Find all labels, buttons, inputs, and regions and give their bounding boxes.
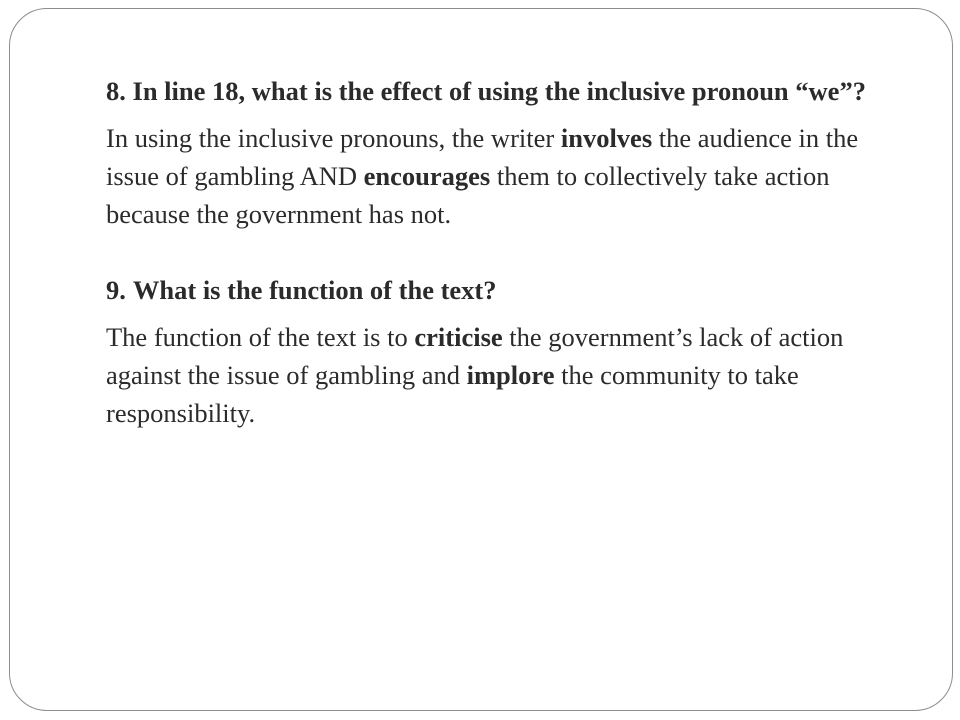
question-9-number: 9. [106,275,126,305]
question-8 [106,72,886,110]
slide-content [106,72,886,432]
question-9-text: What is the function of the text? [132,275,497,305]
answer-9-text-1: The function of the text is to [106,322,415,352]
answer-8 [106,119,886,233]
answer-8-text-1: In using the inclusive pronouns, the writer [106,123,561,153]
answer-8-keyword-involves: involves [560,123,653,153]
answer-8-text-2: the audience in the issue of gambling AND [106,123,859,191]
answer-8-keyword-encourages: encourages [363,161,491,191]
answer-9-keyword-criticise: criticise [414,322,503,352]
question-9 [106,271,886,309]
answer-9 [106,318,886,432]
answer-9-keyword-implore: implore [466,360,555,390]
answer-9-text-2: the government’s lack of action against the issue of gambling and [106,322,844,390]
answer-9-text-3: the community to take responsibility. [106,360,799,428]
question-8-text: 8. In line 18, what is the effect of using the inclusive pronoun “we”? [106,76,866,106]
answer-8-text-3: them to collectively take action because the government has not. [106,161,830,229]
